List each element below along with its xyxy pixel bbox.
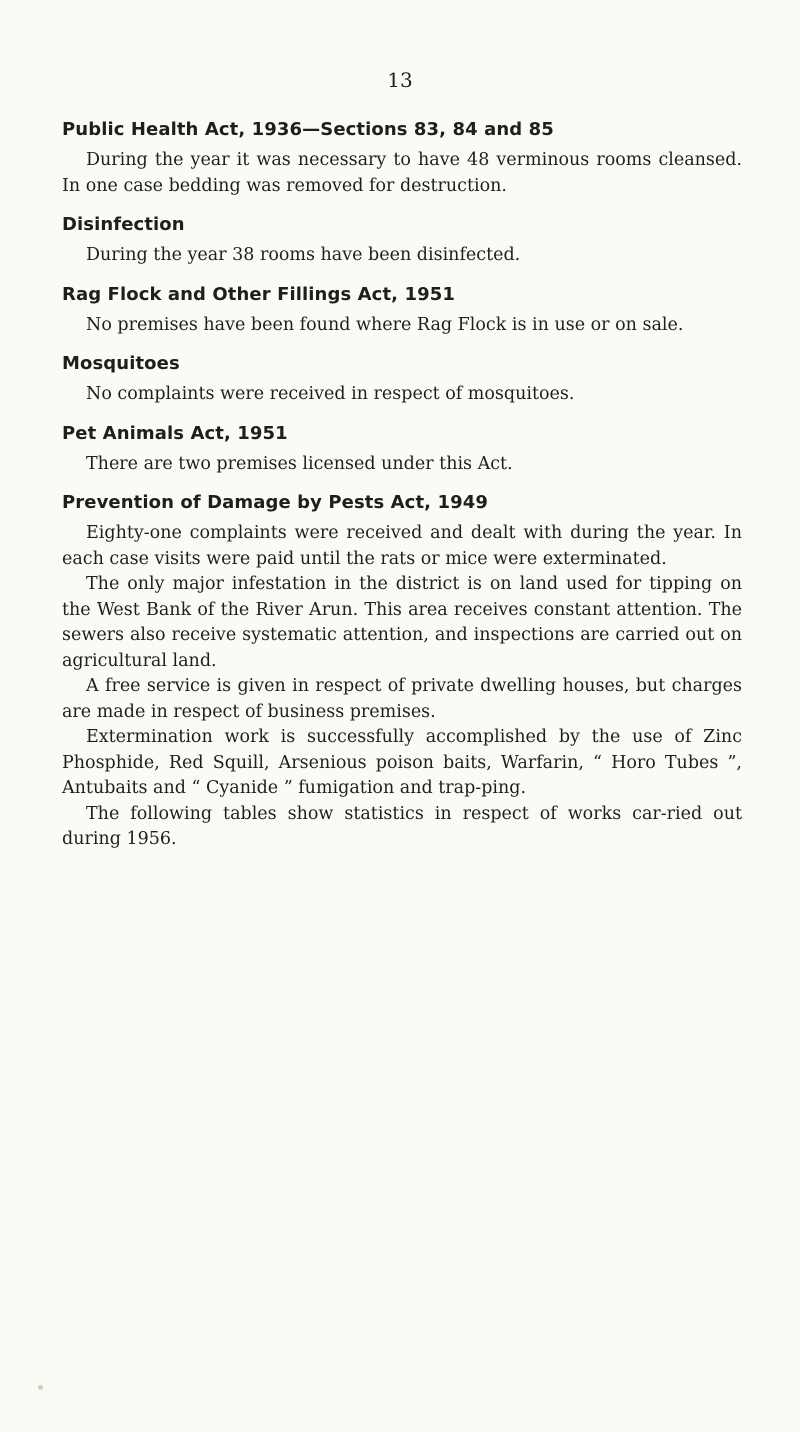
section-paragraph: During the year it was necessary to have 48 verminous rooms cleansed. In one case bedding was removed for destruction. [62,150,742,196]
section-paragraph: No complaints were received in respect of mosquitoes. [86,384,575,404]
section-paragraph: During the year 38 rooms have been disinfected. [86,245,521,265]
section-heading: Disinfection [62,214,185,235]
section-paragraph: A free service is given in respect of private dwelling houses, but charges are made in respect of business premises. [62,676,742,722]
section-paragraph: The only major infestation in the district is on land used for tipping on the West Bank of the River Arun. This area receives constant attention. The sewers also receive systematic attention, and inspections are carried out on agricultural land. [62,574,742,671]
section-rag-flock-act [62,283,742,339]
section-paragraph: The following tables show statistics in respect of works car-ried out during 1956. [62,803,742,849]
section-paragraph: Eighty-one complaints were received and dealt with during the year. In each case visits were paid until the rats or mice were exterminated. [62,523,742,569]
page-number: 13 [387,68,413,92]
section-heading: Public Health Act, 1936—Sections 83, 84 and 85 [62,119,554,140]
section-paragraph: Extermination work is successfully accomplished by the use of Zinc Phosphide, Red Squill, Arsenious poison baits, Warfarin, “ Horo Tubes ”, Antubaits and “ Cyanide ” fumigation and trap-ping. [62,727,742,798]
section-pet-animals-act [62,422,742,478]
section-heading: Mosquitoes [62,353,180,374]
section-heading: Rag Flock and Other Fillings Act, 1951 [62,283,455,305]
section-prevention-of-damage-by-pests [62,491,742,853]
section-mosquitoes [62,352,742,408]
section-paragraph: There are two premises licensed under this Act. [86,453,513,474]
section-heading: Prevention of Damage by Pests Act, 1949 [62,492,488,513]
page-content [62,118,742,853]
section-public-health-act [62,118,742,199]
scan-speck [38,1385,43,1390]
section-heading: Pet Animals Act, 1951 [62,422,288,444]
section-paragraph: No premises have been found where Rag Flock is in use or on sale. [86,314,684,335]
section-disinfection [62,213,742,269]
